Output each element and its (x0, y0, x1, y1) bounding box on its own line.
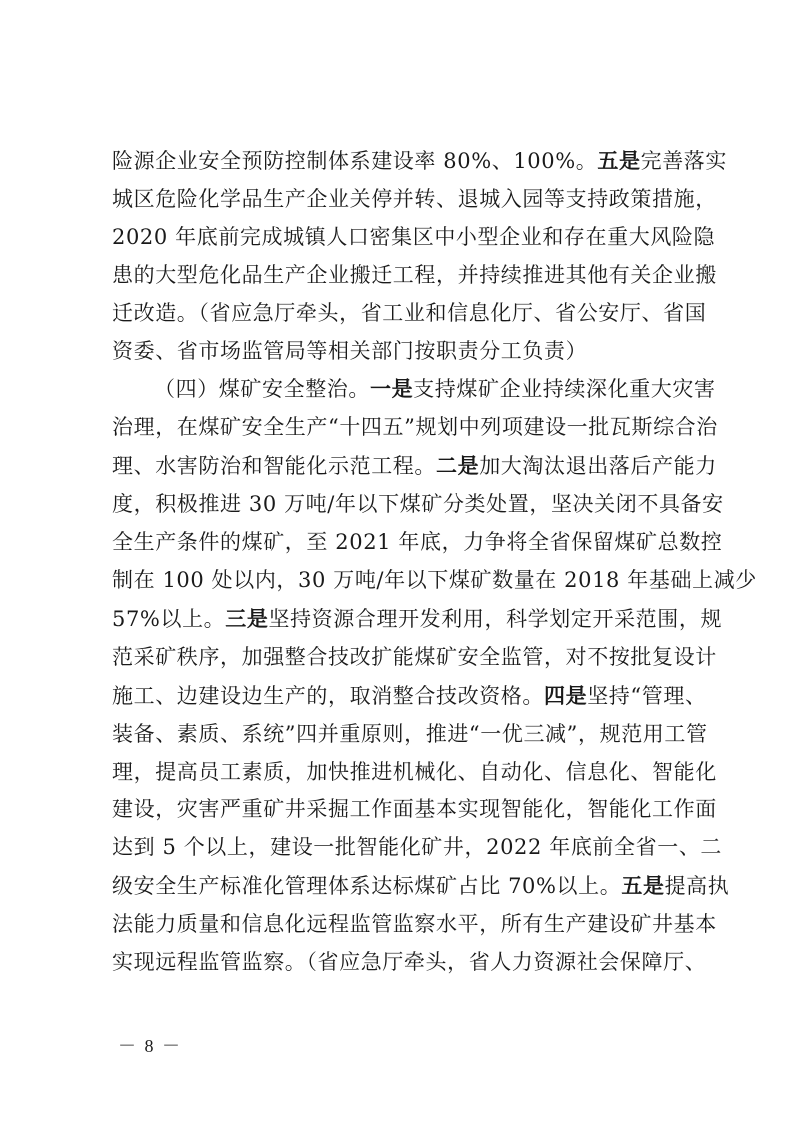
text-run: 2020 年底前完成城镇人口密集区中小型企业和存在重大风险隐 (112, 224, 716, 249)
text-line (112, 944, 707, 982)
text-line (112, 295, 707, 333)
text-run: 达到 5 个以上，建设一批智能化矿井，2022 年底前全省一、二 (112, 835, 723, 860)
text-line (112, 370, 716, 409)
bold-marker: 二是 (436, 453, 480, 479)
text-line (112, 219, 716, 257)
text-run: 理、水害防治和智能化示范工程。 (112, 454, 436, 479)
text-line (112, 181, 717, 219)
text-line (112, 409, 718, 447)
text-run: 患的大型危化品生产企业搬迁工程，并持续推进其他有关企业搬 (112, 262, 717, 287)
text-run: 度，积极推进 30 万吨/年以下煤矿分类处置，坚决关闭不具备安 (112, 492, 724, 517)
bold-marker: 五是 (597, 148, 641, 173)
bold-marker: 一是 (370, 376, 414, 402)
text-run: 加大淘汰退出落后产能力 (479, 454, 717, 479)
text-line (112, 142, 727, 181)
text-run: （四）煤矿安全整治。 (154, 377, 370, 402)
text-run: 迁改造。（省应急厅牵头，省工业和信息化厅、省公安厅、省国 (112, 300, 707, 325)
text-line (112, 447, 717, 486)
text-run: 城区危险化学品生产企业关停并转、退城入园等支持政策措施， (112, 186, 717, 211)
text-run: 57%以上。 (112, 606, 226, 631)
text-run: 法能力质量和信息化远程监管监察水平，所有生产建设矿井基本 (112, 912, 717, 937)
bold-marker: 五是 (621, 873, 665, 899)
text-line (112, 754, 717, 792)
text-line (112, 524, 723, 562)
text-run: 坚持“管理、 (587, 683, 707, 708)
text-run: 施工、边建设边生产的，取消整合技改资格。 (112, 683, 544, 708)
bold-marker: 三是 (225, 605, 269, 631)
text-run: 制在 100 处以内，30 万吨/年以下煤矿数量在 2018 年基础上减少 (112, 567, 757, 592)
body-text (112, 142, 757, 982)
text-line (112, 791, 717, 829)
text-run: 提高执 (664, 874, 730, 899)
text-line (112, 906, 717, 944)
text-run: 坚持资源合理开发利用，科学划定开采范围，规 (268, 606, 723, 631)
bold-marker: 四是 (544, 682, 588, 708)
text-run: 理，提高员工素质，加快推进机械化、自动化、信息化、智能化 (112, 759, 717, 784)
text-line (112, 333, 684, 371)
text-line (112, 257, 717, 295)
text-line (112, 829, 723, 867)
text-run: 装备、素质、系统”四并重原则，推进“一优三减”，规范用工管 (112, 721, 708, 746)
text-line (112, 716, 708, 754)
text-run: 险源企业安全预防控制体系建设率 80%、100%。 (112, 149, 598, 173)
text-line (112, 486, 724, 524)
text-line (112, 639, 717, 677)
text-line (112, 562, 757, 600)
text-run: 实现远程监管监察。（省应急厅牵头，省人力资源社会保障厅、 (112, 950, 707, 975)
text-run: 资委、省市场监管局等相关部门按职责分工负责） (112, 338, 588, 363)
text-run: 建设，灾害严重矿井采掘工作面基本实现智能化，智能化工作面 (112, 797, 717, 822)
text-run: 全生产条件的煤矿，至 2021 年底，力争将全省保留煤矿总数控 (112, 530, 723, 555)
text-run: 完善落实 (640, 149, 727, 173)
text-run: 治理，在煤矿安全生产“十四五”规划中列项建设一批瓦斯综合治 (112, 415, 718, 440)
text-run: 支持煤矿企业持续深化重大灾害 (413, 377, 716, 402)
text-line (112, 677, 707, 716)
text-line (112, 867, 730, 906)
text-run: 范采矿秩序，加强整合技改扩能煤矿安全监管，对不按批复设计 (112, 644, 717, 669)
page-number: － 8 － (118, 1036, 182, 1056)
text-run: 级安全生产标准化管理体系达标煤矿占比 70%以上。 (112, 874, 622, 899)
text-line (112, 600, 723, 639)
